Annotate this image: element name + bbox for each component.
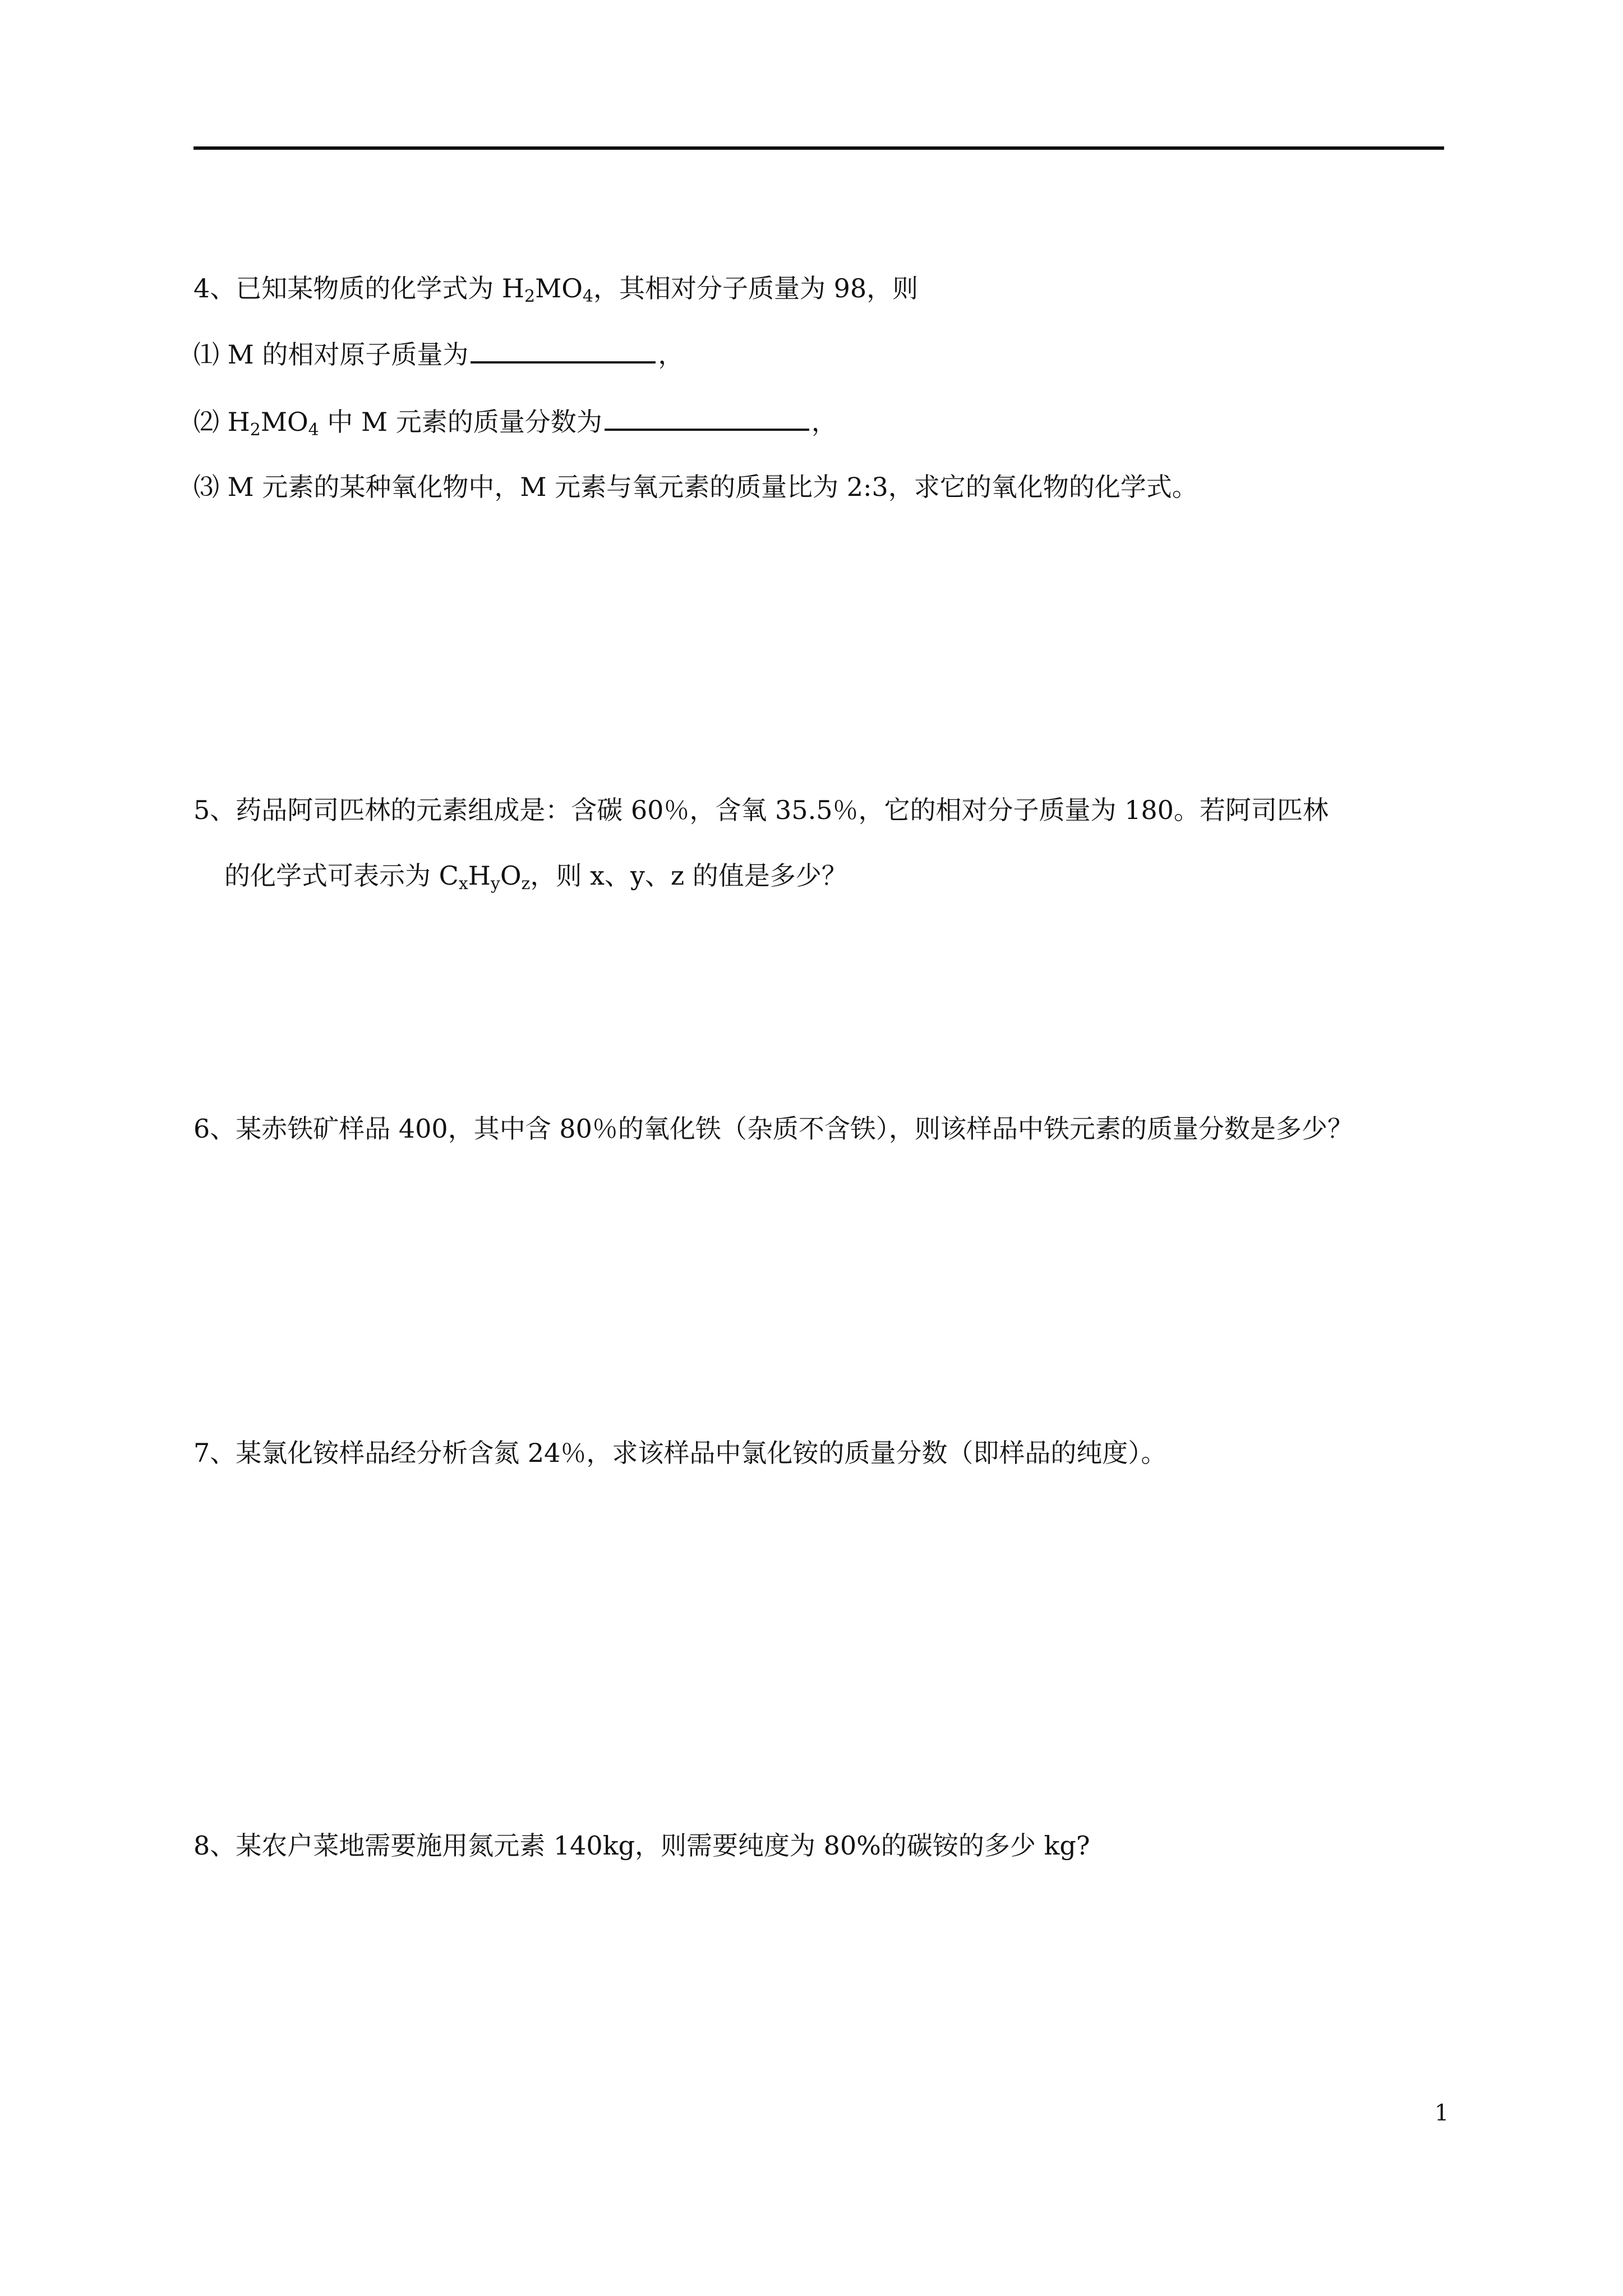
q4-intro-text-c: ，其相对分子质量为 98，则 (593, 273, 919, 303)
q5-line2-text-a: 的化学式可表示为 C (224, 861, 459, 891)
q4-part1-answer-blank[interactable] (471, 337, 656, 364)
page-number: 1 (1435, 2100, 1449, 2126)
q5-subscript-y: y (490, 874, 500, 894)
question-4-part-2 (193, 404, 837, 439)
question-4-part-1 (193, 337, 684, 371)
q5-line2-text-c: O (500, 861, 522, 891)
q5-subscript-x: x (458, 874, 468, 894)
q4-part2-text-b: MO (260, 407, 308, 437)
q5-line2-text-b: H (468, 861, 491, 891)
q4-part1-text: ⑴ M 的相对原子质量为 (193, 339, 469, 370)
q4-part1-suffix: ， (658, 339, 684, 370)
q4-intro-text-b: MO (535, 273, 583, 303)
header-rule (193, 146, 1444, 150)
question-5-line-1: 5、药品阿司匹林的元素组成是：含碳 60％，含氧 35.5％，它的相对分子质量为 180。若阿司匹林 (193, 795, 1329, 825)
question-6: 6、某赤铁矿样品 400，其中含 80％的氧化铁（杂质不含铁），则该样品中铁元素的质量分数是多少？ (193, 1114, 1353, 1144)
q4-part2-subscript-2: 4 (308, 420, 319, 440)
question-4-intro (193, 272, 918, 305)
q4-intro-text-a: 4、已知某物质的化学式为 H (193, 273, 525, 303)
q4-part2-answer-blank[interactable] (605, 404, 809, 431)
q4-part2-text-a: ⑵ H (193, 407, 250, 437)
q5-line2-text-d: ，则 x、y、z 的值是多少？ (530, 861, 847, 891)
q4-part2-suffix: ， (811, 407, 837, 437)
q5-subscript-z: z (521, 874, 531, 894)
q4-part2-text-c: 中 M 元素的质量分数为 (319, 407, 602, 437)
question-4-part-3: ⑶ M 元素的某种氧化物中，M 元素与氧元素的质量比为 2:3，求它的氧化物的化学式。 (193, 472, 1198, 502)
q4-part2-subscript-1: 2 (250, 420, 261, 440)
question-8: 8、某农户菜地需要施用氮元素 140kg，则需要纯度为 80%的碳铵的多少 kg? (193, 1830, 1090, 1861)
q4-intro-subscript-2: 4 (582, 287, 594, 306)
question-7: 7、某氯化铵样品经分析含氮 24％，求该样品中氯化铵的质量分数（即样品的纯度）。 (193, 1438, 1167, 1468)
question-5-line-2 (224, 859, 847, 892)
q4-intro-subscript-1: 2 (524, 287, 536, 306)
